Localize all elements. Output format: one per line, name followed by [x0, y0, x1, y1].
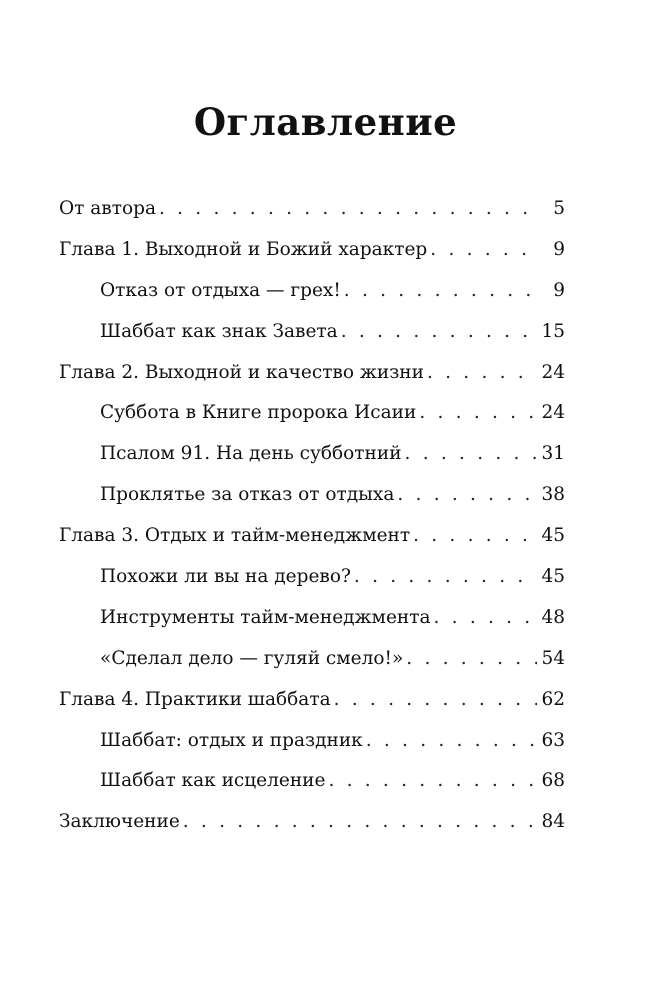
dot-leader: [344, 280, 537, 301]
toc-subentry: [59, 607, 565, 648]
dot-leader: [341, 321, 537, 342]
toc-entry-label: Глава 1. Выходной и Божий характер: [59, 238, 428, 260]
toc-subentry: [59, 280, 565, 321]
toc-entry: [59, 811, 565, 852]
toc-entry: [59, 198, 565, 239]
toc-page-number: 38: [541, 484, 565, 506]
toc-page-number: 24: [541, 402, 565, 424]
toc-entry-label: Проклятье за отказ от отдыха: [100, 484, 395, 506]
dot-leader: [159, 198, 537, 219]
toc-page-number: 63: [541, 729, 565, 751]
toc-subentry: [59, 443, 565, 484]
page-title: Оглавление: [193, 100, 458, 144]
dot-leader: [183, 811, 537, 832]
dot-leader: [328, 770, 537, 791]
toc-page-number: 9: [553, 238, 565, 260]
toc-subentry: [59, 484, 565, 525]
toc-page-number: 54: [541, 647, 565, 669]
dot-leader: [405, 443, 537, 464]
dot-leader: [406, 648, 537, 669]
toc-entry-label: «Сделал дело — гуляй смело!»: [100, 647, 404, 669]
toc-page-number: 15: [541, 320, 565, 342]
toc-subentry: [59, 321, 565, 362]
toc-entry-label: Псалом 91. На день субботний: [100, 443, 402, 465]
dot-leader: [427, 362, 537, 383]
toc-entry-label: Заключение: [59, 811, 180, 833]
toc-page-number: 9: [553, 279, 565, 301]
toc-entry-label: Глава 4. Практики шаббата: [59, 688, 331, 710]
toc-page-number: 48: [541, 606, 565, 628]
dot-leader: [430, 239, 537, 260]
toc-entry: [59, 239, 565, 280]
toc-entry-label: Шаббат как знак Завета: [100, 320, 338, 342]
toc-entry-label: Глава 3. Отдых и тайм-менеджмент: [59, 525, 411, 547]
dot-leader: [419, 402, 537, 423]
toc-entry-label: Шаббат как исцеление: [100, 770, 326, 792]
toc-subentry: [59, 566, 565, 607]
toc-entry-label: Шаббат: отдых и праздник: [100, 729, 363, 751]
dot-leader: [413, 525, 537, 546]
toc-subentry: [59, 402, 565, 443]
dot-leader: [434, 607, 538, 628]
toc-entry-label: Инструменты тайм-менеджмента: [100, 606, 431, 628]
toc-entry-label: Похожи ли вы на дерево?: [100, 566, 351, 588]
dot-leader: [366, 730, 537, 751]
toc-page-number: 45: [541, 525, 565, 547]
toc-entry-label: Отказ от отдыха — грех!: [100, 279, 341, 301]
toc-subentry: [59, 648, 565, 689]
toc-entry: [59, 525, 565, 566]
toc-page-number: 62: [541, 688, 565, 710]
toc-page-number: 45: [541, 566, 565, 588]
toc-page-number: 24: [541, 361, 565, 383]
dot-leader: [397, 484, 537, 505]
toc-entry-label: От автора: [59, 198, 156, 219]
toc-page-number: 68: [541, 770, 565, 792]
toc-subentry: [59, 770, 565, 811]
toc-entry: [59, 362, 565, 403]
toc-page-number: 84: [541, 811, 565, 833]
toc-entry-label: Глава 2. Выходной и качество жизни: [59, 361, 424, 383]
toc-entry: [59, 689, 565, 730]
toc-page-number: 31: [541, 443, 565, 465]
toc-entry-label: Суббота в Книге пророка Исаии: [100, 402, 417, 424]
table-of-contents: [59, 198, 565, 852]
dot-leader: [334, 689, 537, 710]
dot-leader: [354, 566, 537, 587]
toc-subentry: [59, 730, 565, 771]
toc-page-number: 5: [553, 198, 565, 219]
